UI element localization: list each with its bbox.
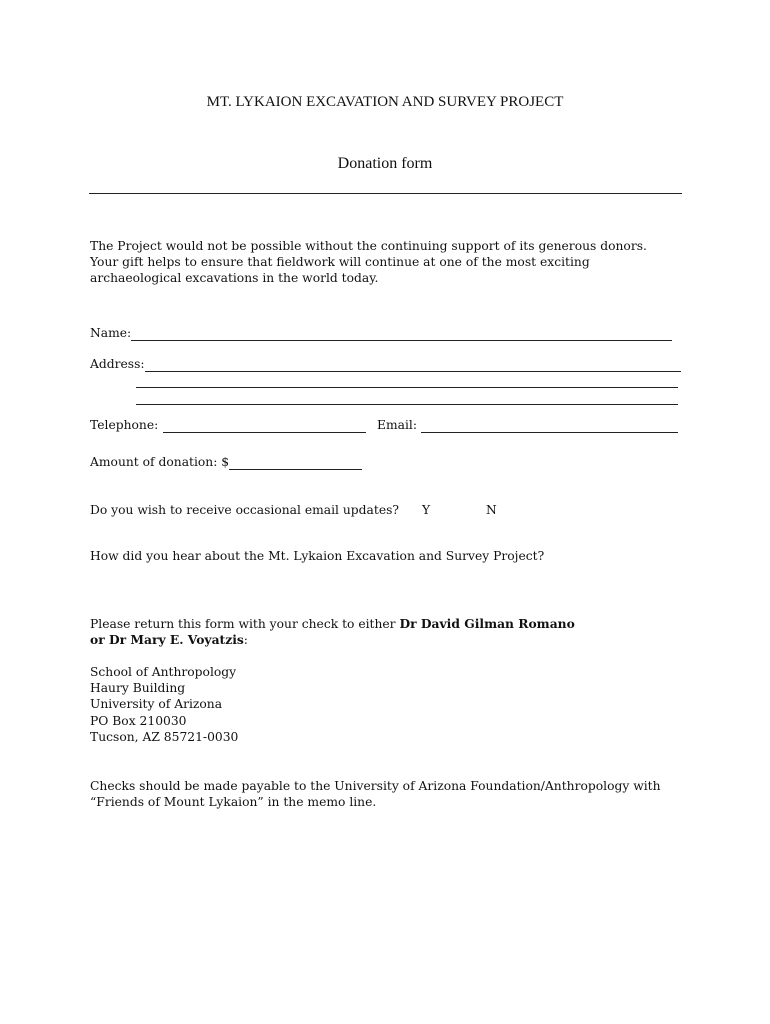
name-label: Name: — [90, 326, 132, 340]
address-line-5: Tucson, AZ 85721-0030 — [90, 729, 239, 744]
email-row — [377, 418, 678, 432]
address-line-2: Haury Building — [90, 681, 186, 696]
address-line-4: PO Box 210030 — [90, 713, 187, 728]
address-field-line-2[interactable] — [136, 386, 678, 388]
address-field-line-3[interactable] — [136, 403, 678, 405]
mailing-address — [90, 664, 238, 745]
amount-row — [90, 455, 362, 469]
address-line-3: University of Arizona — [90, 697, 223, 712]
checks-note — [90, 778, 661, 810]
return-instructions — [90, 616, 575, 648]
email-label: Email: — [377, 418, 417, 432]
checks-line-1: Checks should be made payable to the University of Arizona Foundation/Anthropology with — [90, 779, 661, 793]
recipient-romano: Dr David Gilman Romano — [399, 616, 575, 631]
email-field[interactable] — [421, 431, 678, 433]
telephone-field[interactable] — [163, 431, 366, 433]
updates-yes-option[interactable]: Y — [422, 503, 431, 517]
checks-line-2: “Friends of Mount Lykaion” in the memo line. — [90, 795, 377, 810]
intro-line-2: Your gift helps to ensure that fieldwork will continue at one of the most exciting — [90, 255, 590, 270]
hear-question: How did you hear about the Mt. Lykaion Excavation and Survey Project? — [90, 549, 545, 563]
address-row — [90, 357, 681, 371]
name-row — [90, 326, 672, 340]
intro-line-1: The Project would not be possible without the continuing support of its generous donors. — [90, 239, 647, 253]
amount-field[interactable] — [229, 468, 362, 470]
address-line-1: School of Anthropology — [90, 665, 237, 679]
form-subtitle: Donation form — [337, 155, 433, 172]
address-label: Address: — [90, 357, 145, 371]
address-field-line-1[interactable] — [145, 370, 681, 372]
telephone-label: Telephone: — [90, 418, 159, 432]
or-text: or — [90, 632, 109, 648]
telephone-row — [90, 418, 366, 432]
intro-paragraph — [90, 238, 647, 287]
recipient-voyatzis: Dr Mary E. Voyatzis — [108, 632, 244, 648]
name-field[interactable] — [131, 339, 672, 341]
updates-question: Do you wish to receive occasional email updates? — [90, 503, 399, 517]
updates-no-option[interactable]: N — [486, 503, 497, 517]
document-title: MT. LYKAION EXCAVATION AND SURVEY PROJECT — [206, 94, 564, 110]
header-divider — [89, 193, 682, 194]
return-text: Please return this form with your check to either — [90, 617, 400, 631]
amount-label: Amount of donation: $ — [90, 455, 230, 469]
colon: : — [243, 633, 248, 648]
intro-line-3: archaeological excavations in the world today. — [90, 271, 379, 286]
